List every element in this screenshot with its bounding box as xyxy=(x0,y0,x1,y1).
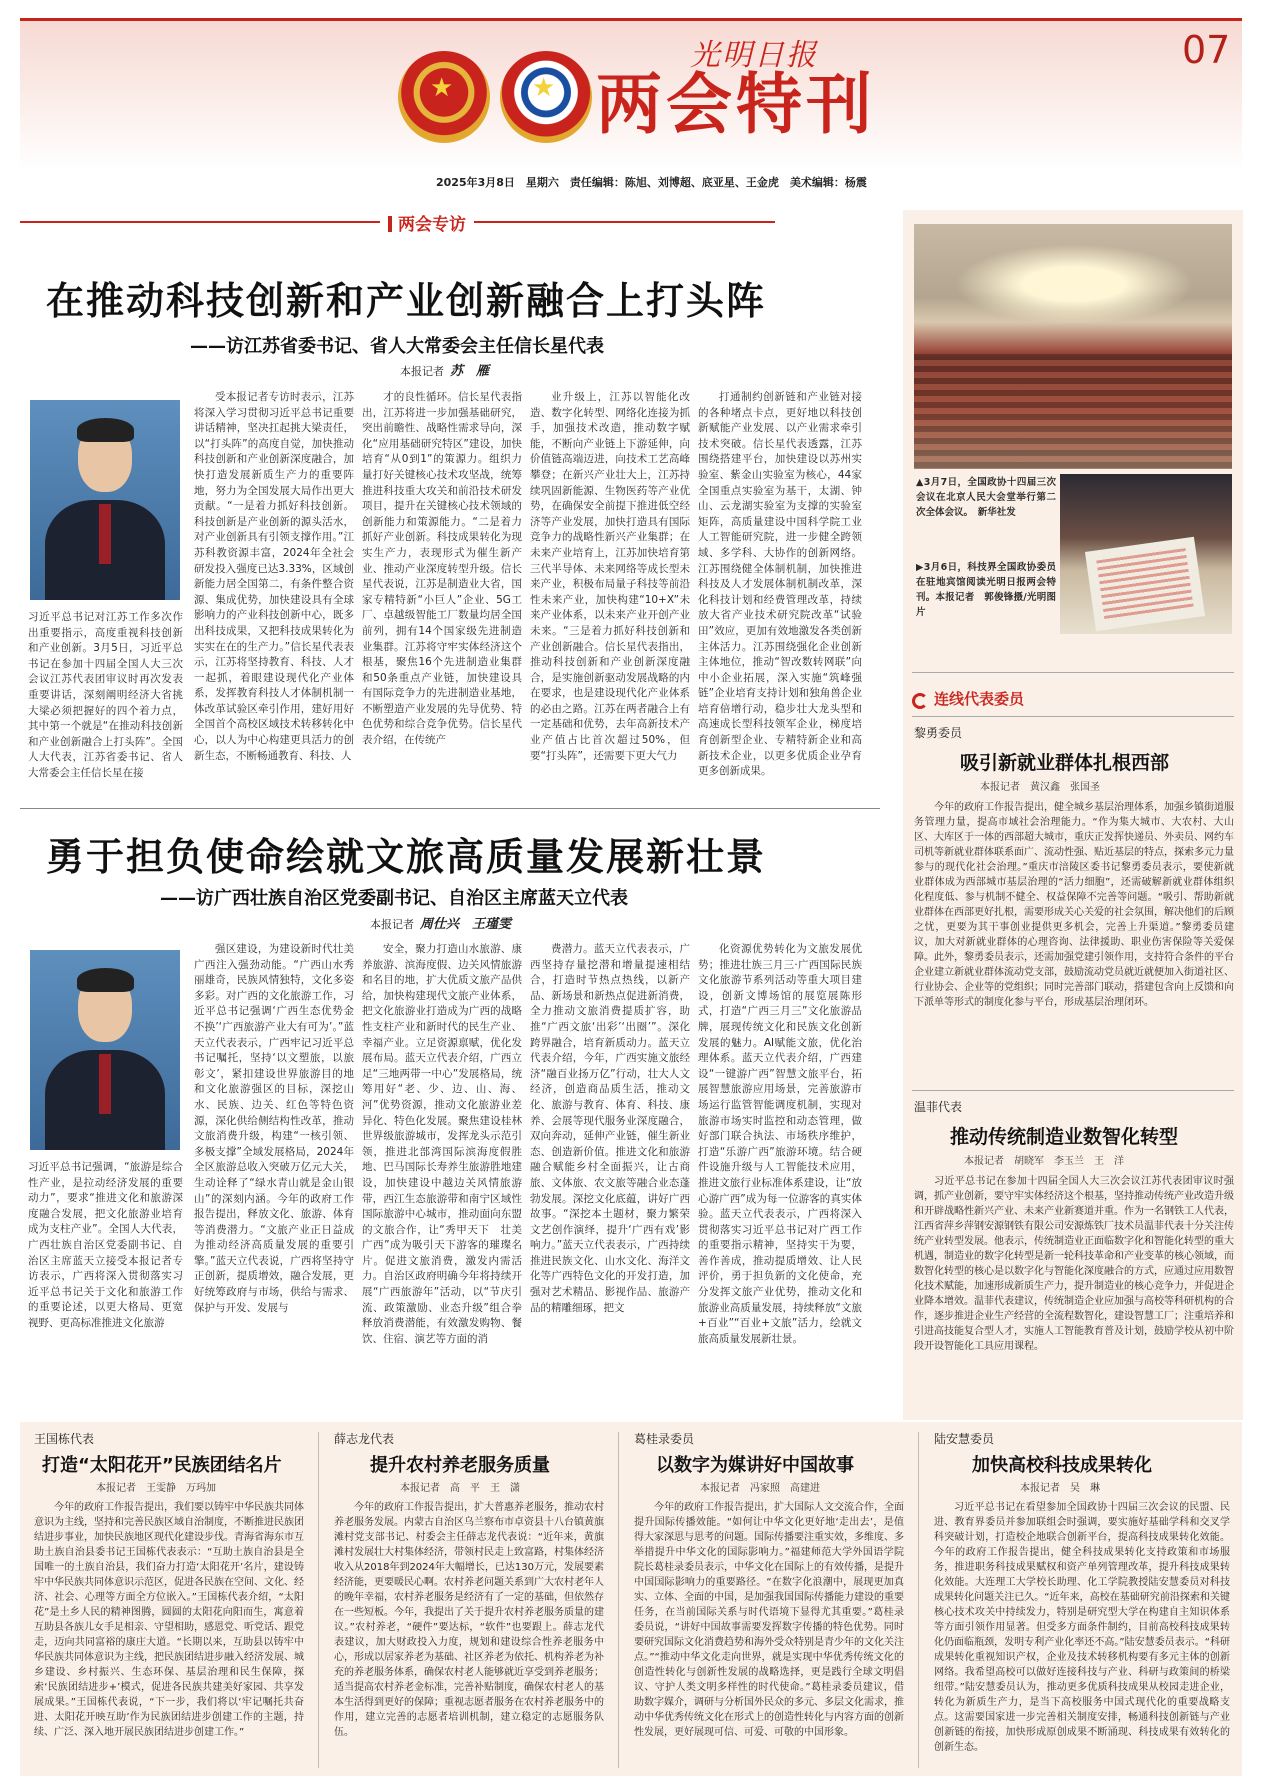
article1-column-3 xyxy=(530,390,690,790)
sidebar-rule xyxy=(912,672,1234,673)
article2-portrait xyxy=(30,950,180,1150)
article2-subhead: ——访广西壮族自治区党委副书记、自治区主席蓝天立代表 xyxy=(160,888,628,909)
sidebar-rule xyxy=(912,1090,1234,1091)
cppcc-emblem-icon: ★ xyxy=(500,51,592,143)
article1-column-3-text: 业升级上，江苏以智能化改造、数字化转型、网络化连接为抓手，加强技术改造，推动数字赋能，不断向产业链上下游延伸，向价值链高端迈进，向技术工艺高峰攀登；在新兴产业壮大上，江苏持续巩固新能源、生物医药等产业优势，在确保安全前提下推进低空经济等产业发展，加快打造具有国际竞争力的战略性新兴产业集群；在未来产业培育上，江苏加快培育第三代半导体、未来网络等成长型未来产业，积极布局量子科技等前沿性未来产业，加快构建“10+X”未来产业体系，以未来产业开创产业未来。“三是着力抓好科技创新和产业创新融合。信长星代表指出，推动科技创新和产业创新深度融合，是实施创新驱动发展战略的内在要求，也是建设现代化产业体系的必由之路。江苏在两者融合上有一定基础和优势，去年高新技术产业产值占比首次超过50%，但要“打头阵”，还需要下更大气力 xyxy=(530,391,690,762)
article1-column-1 xyxy=(194,390,354,790)
page-number: 07 xyxy=(1182,28,1231,72)
sidebar-item-1-body xyxy=(914,800,1234,1080)
bottom-item-1-body xyxy=(34,1500,304,1770)
newspaper-brand: 光明日报 xyxy=(690,38,818,73)
series-logo-icon xyxy=(912,693,928,709)
article2-column-3 xyxy=(530,942,690,1412)
bottom-divider xyxy=(918,1432,919,1768)
article2-headline: 勇于担负使命绘就文旅高质量发展新壮景 xyxy=(46,835,767,879)
article1-column-2 xyxy=(362,390,522,790)
article2-byline xyxy=(370,913,511,932)
bottom-item-3-text: 今年的政府工作报告提出，扩大国际人文交流合作，全面提升国际传播效能。“如何让中华文化更好地‘走出去’，是值得大家深思与思考的问题。国际传播要注重实效，多维度、多举措提升中华文化的国际影响力。”福建师范大学外国语学院院长葛桂录委员表示，中华文化在国际上的有效传播，是提升中国国际影响力的重要路径。“在数字化浪潮中，展现更加真实、立体、全面的中国，是加强我国国际传播能力建设的重要任务，在当前国际关系与时代语境下显得尤其重要。”葛桂录委员说，“讲好中国故事需要发挥数字传播的特色优势。同时要研究国际文化消费趋势和海外受众特别是青少年的文化关注点。”“推动中华文化走向世界，就是实现中华优秀传统文化的创造性转化与创新性发展的战略选择，更是践行全球文明倡议、守护人类文明多样性的时代使命。”葛桂录委员建议，借助数字媒介，调研与分析国外民众的多元、多层文化需求，推动中华优秀传统文化在形式上的创造性转化与内容方面的创新性发展，更好展现可信、可爱、可敬的中国形象。 xyxy=(634,1502,904,1738)
photo2-caption: ▶3月6日，科技界全国政协委员在驻地宾馆阅读光明日报两会特刊。本报记者 郭俊锋摄/光明图片 xyxy=(916,562,1056,618)
bottom-item-1-name: 王国栋代表 xyxy=(34,1432,95,1446)
article2-byline-name: 周仕兴 王瑾雯 xyxy=(420,917,512,932)
sidebar-item-1-text: 今年的政府工作报告提出，健全城乡基层治理体系，加强乡镇街道服务管理力量，提高市域社会治理能力。“作为集大城市、大农村、大山区、大库区于一体的西部超大城市，重庆正发挥快递员、外卖员、网约车司机等新就业群体联系面广、流动性强、贴近基层的特点，探索多元力量参与的现代化社会治理。”重庆市涪陵区委书记黎勇委员表示，要使新就业群体成为西部城市基层治理的“活力细胞”，还需破解新就业群体组织化程度低、参与机制不健全、权益保障不完善等问题。“吸引、帮助新就业群体在西部更好扎根，需要形成关心关爱的社会氛围，解决他们的后顾之忧，更要为其干事创业提供更多机会，完善上升渠道。”黎勇委员建议，加大对新就业群体的心理咨询、法律援助、职业伤害保险等关爱保障。此外，黎勇委员表示，还需加强党建引领作用，支持符合条件的平台企业建立新就业群体流动党支部，鼓励流动党员就近就便加入街道社区、行业协会、企业等的党组织；同时完善部门联动，搭建包含向上反馈和向下派单等形式的制度化参与平台，形成基层治理闭环。 xyxy=(914,802,1234,1008)
sidebar-rule xyxy=(912,716,1234,717)
photo1-caption: ▲3月7日，全国政协十四届三次会议在北京人民大会堂举行第二次全体会议。 新华社发 xyxy=(916,477,1056,518)
article2-column-1 xyxy=(194,942,354,1412)
article1-subhead: ——访江苏省委书记、省人大常委会主任信长星代表 xyxy=(190,336,604,357)
sidebar-item-1-name: 黎勇委员 xyxy=(914,726,963,740)
article1-column-4-text: 打通制约创新链和产业链对接的各种堵点卡点，更好地以科技创新赋能产业发展、以产业需求牵引技术突破。信长星代表透露，江苏围绕搭建平台，加快建设以苏州实验室、紫金山实验室为核心，44家全国重点实验室为基干，太湖、钟山、云龙湖实验室为支撑的实验室矩阵，高质量建设中国科学院工业人工智能研究院，进一步健全跨领域、多学科、大协作的创新网络。江苏围绕健全体制机制，加快推进科技及人才发展体制机制改革，深化科技计划和经费管理改革，持续放大省产业技术研究院改革“试验田”效应，更加有效地激发各类创新主体活力。江苏围绕强化企业创新主体地位，推动“智改数转网联”向中小企业拓展，深入实施“筑峰强链”企业培育支持计划和独角兽企业培育倍增行动，稳步壮大龙头型和高速成长型科技领军企业，梯度培育创新型企业、专精特新企业和高新技术企业，以更多优质企业孕育更多创新成果。 xyxy=(698,391,862,778)
sidebar-item-1-byline: 本报记者 黄汉鑫 张国圣 xyxy=(980,782,1100,793)
bottom-item-3-name: 葛桂录委员 xyxy=(634,1432,695,1446)
bottom-divider xyxy=(318,1432,319,1768)
article1-byline-label: 本报记者 xyxy=(400,365,444,378)
article2-column-2 xyxy=(362,942,522,1412)
bottom-item-4-text: 习近平总书记在看望参加全国政协十四届三次会议的民盟、民进、教育界委员并参加联组会时强调，要实施好基础学科和交叉学科突破计划，打造校企地联合创新平台，提高科技成果转化效能。今年的政府工作报告提出，健全科技成果转化支持政策和市场服务，推进职务科技成果赋权和资产单列管理改革，提升科技成果转化效能。大连理工大学校长助理、化工学院教授陆安慧委员对科技成果转化问题关注已久。“近年来，高校在基础研究前沿探索和关键核心技术攻关中持续发力，特别是研究型大学在构建自主知识体系等方面引领作用显著。但受多方面条件制约，目前高校科技成果转化仍面临瓶颈，发明专利产业化率还不高。”陆安慧委员表示。“科研成果转化重视知识产权，企业及技术转移机构要有多元主体的创新网络。我希望高校可以做好连接科技与产业、科研与政策间的桥梁纽带。”陆安慧委员认为，推动更多优质科技成果从校园走进企业，转化为新质生产力，是当下高校服务中国式现代化的重要战略支点。这需要国家进一步完善相关制度安排，畅通科技创新链与产业创新链的衔接，加快形成原创成果不断涌现、科技成果有效转化的创新生态。 xyxy=(934,1502,1230,1753)
article1-column-2-text: 才的良性循环。信长星代表指出，江苏将进一步加强基础研究，突出前瞻性、战略性需求导向，深化“应用基础研究特区”建设，加快培育“从0到1”的策源力。组织力量打好关键核心技术攻坚战，统筹推进科技重大攻关和前沿技术研发项目，提升在关键核心技术领域的创新能力和策源能力。“二是着力抓好产业创新。科技成果转化为现实生产力，表现形式为催生新产业、推动产业深度转型升级。信长星代表说，江苏是制造业大省，国家专精特新“小巨人”企业、5G工厂、卓越级智能工厂数量均居全国前列，拥有14个国家级先进制造业集群。江苏将守牢实体经济这个根基，聚焦16个先进制造业集群和50条重点产业链，加快建设具有国际竞争力的先进制造业基地，不断塑造产业发展的先导优势、特色优势和综合竞争优势。信长星代表介绍，在传统产 xyxy=(362,391,522,747)
article1-byline xyxy=(400,360,489,379)
bottom-item-4-title: 加快高校科技成果转化 xyxy=(972,1455,1152,1476)
bottom-item-3-byline: 本报记者 冯家照 高建进 xyxy=(700,1483,820,1494)
bottom-item-1-text: 今年的政府工作报告提出，我们要以铸牢中华民族共同体意识为主线，坚持和完善民族区域自治制度，不断推进民族团结进步事业，加快民族地区现代化建设步伐。青海省海东市互助土族自治县委书记王国栋代表表示：“互助土族自治县是全国唯一的土族自治县，我们奋力打造‘太阳花开’名片，建设铸牢中华民族共同体意识示范区，促进各民族在空间、文化、经济、社会、心理等方面全方位嵌入。”王国栋代表介绍，“太阳花”是土乡人民的精神图腾，圆圆的太阳花向阳而生，寓意着互助县各族儿女手足相亲、守望相助，感恩党、听党话、跟党走，迈向共同富裕的康庄大道。“长期以来，互助县以铸牢中华民族共同体意识为主线，把民族团结进步融入经济发展、城乡建设、乡村振兴、生态环保、基层治理和民生保障，探索‘民族团结进步+’模式，促进各民族共建美好家园、共享发展成果。”王国栋代表说，“下一步，我们将以‘牢记嘱托共奋进、太阳花开映互助’作为民族团结进步创建工作的主题，持续、广泛、深入地开展民族团结进步创建工作。” xyxy=(34,1502,304,1738)
article2-column-4-text: 化资源优势转化为文旅发展优势；推进壮族三月三·广西国际民族文化旅游节系列活动等重大项目建设，创新文博场馆的展览展陈形式，打造“广西三月三”文化旅游品牌，展现传统文化和民族文化创新发展的魅力。AI赋能文旅，优化治理体系。蓝天立代表介绍，广西建设“一键游广西”智慧文旅平台，拓展智慧旅游应用场景，完善旅游市场运行监管智能调度机制，实现对旅游市场实时监控和动态管理，做好部门联合执法、市场秩序维护，打造“乐游广西”旅游环境。结合硬件设施升级与人工智能技术应用，推进文旅行业标准体系建设，让“放心游广西”成为每一位游客的真实体验。蓝天立代表表示，广西将深入贯彻落实习近平总书记对广西工作的重要指示精神，坚持实干为要，善作善成，推动提质增效、让人民评价，勇于担负新的文化使命，充分发挥文旅产业优势，推动文化和旅游业高质量发展，持续释放“文旅+百业”“百业+文旅”活力，绘就文旅高质量发展新壮景。 xyxy=(698,943,862,1345)
sidebar-item-2-name: 温菲代表 xyxy=(914,1100,963,1114)
bottom-item-3-body xyxy=(634,1500,904,1770)
article2-column-2-text: 安全，聚力打造山水旅游、康养旅游、滨海度假、边关风情旅游和名目的地，扩大优质文旅产品供给，加快构建现代文旅产业体系，把文化旅游业打造成为广西的战略性支柱产业和新时代的民生产业、幸福产业。立足资源禀赋，优化发展布局。蓝天立代表介绍，广西立足“三地两带一中心”发展格局，统筹用好“老、少、边、山、海、河”优势资源，推动文化旅游业差异化、特色化发展。聚焦建设桂林世界级旅游城市，发挥龙头示范引领，推进北部湾国际滨海度假胜地、巴马国际长寿养生旅游胜地建设，加快建设中越边关风情旅游带，西江生态旅游带和南宁区域性国际旅游中心城市，推动面向东盟的文旅合作，让“秀甲天下 壮美广西”成为吸引天下游客的璀璨名片。促进文旅消费，激发内需活力。自治区政府明确今年将持续开展“广西旅游年”活动，以“节庆引流、政策激励、业态升级”组合拳释放消费潜能，有效激发购物、餐饮、住宿、演艺等方面的消 xyxy=(362,943,522,1345)
bottom-item-2-name: 薛志龙代表 xyxy=(334,1432,395,1446)
section-tag xyxy=(20,210,775,234)
article1-headline: 在推动科技创新和产业创新融合上打头阵 xyxy=(46,279,767,323)
sidebar-item-2-title: 推动传统制造业数智化转型 xyxy=(950,1126,1179,1148)
article1-portrait xyxy=(30,400,180,600)
series-tag xyxy=(912,688,1024,709)
bottom-item-4-name: 陆安慧委员 xyxy=(934,1432,995,1446)
article1-byline-name: 苏 雁 xyxy=(450,364,490,379)
sidebar-item-2-text: 习近平总书记在参加十四届全国人大三次会议江苏代表团审议时强调，抓产业创新，要守牢实体经济这个根基，坚持推动传统产业改造升级和开辟战略性新兴产业、未来产业新赛道并重。作为一名钢铁工人代表，江西省萍乡萍钢安源钢铁有限公司安源炼铁厂技术员温菲代表十分关注传统产业转型发展。他表示，传统制造业正面临数字化和智能化转型的重大机遇，制造业的数字化转型是新一轮科技革命和产业变革的核心领域，而数智化转型的核心是以数字化与智能化深度融合的方式，应通过应用数智化技术赋能，加速形成新质生产力，提升制造业的核心竞争力，并促进企业降本增效。温菲代表建议，传统制造企业应加强与高校等科研机构的合作，逐步推进企业生产经营的全流程数智化，建设智慧工厂；注重培养和引进高技能复合型人才，实施人工智能教育普及计划，鼓励学校从初中阶段开设智能化工具应用课程。 xyxy=(914,1176,1234,1352)
bottom-item-4-body xyxy=(934,1500,1230,1770)
assembly-hall-photo xyxy=(914,224,1232,469)
bottom-item-1-title: 打造“太阳花开”民族团结名片 xyxy=(42,1455,282,1476)
series-tag-label: 连线代表委员 xyxy=(934,690,1025,708)
article2-column-3-text: 费潜力。蓝天立代表表示，广西坚持存量挖潜和增量提速相结合，打造时节热点热线，以新产品、新场景和新热点促进新消费，全力推动文旅消费提质扩容，助推“广西文旅‘出彩’‘出圈’”。深化跨界融合，培育新质动力。蓝天立代表介绍，今年，广西实施文旅经济“融百业扬万亿”行动，壮大人文经济，创造商品质生活，推动文化、旅游与教育、体育、科技、康养、会展等现代服务业深度融合，双向奔动，延伸产业链，催生新业态、创造新价值。推进文化和旅游融合赋能乡村全面振兴，让古商旅、文体旅、农文旅等融合业态蓬勃发展。深挖文化底蕴，讲好广西故事。“深挖本土题材，聚力繁荣文艺创作演绎，提升‘广西有戏’影响力。”蓝天立代表表示，广西持续推进民族文化、山水文化、海洋文化等广西特色文化的开发打造，加强对艺术精品、影视作品、旅游产品的精雕细琢，把文 xyxy=(530,943,690,1314)
bottom-item-3-title: 以数字为媒讲好中国故事 xyxy=(656,1455,854,1476)
section-tag-label: 两会专访 xyxy=(380,210,474,235)
sidebar-item-2-body xyxy=(914,1174,1234,1412)
article1-column-1-text: 受本报记者专访时表示，江苏将深入学习贯彻习近平总书记重要讲话精神，坚决扛起挑大梁责任，以“打头阵”的高度自觉，加快推动科技创新和产业创新深度融合，加快打造发展新质生产力的重要阵地，努力为全国发展大局作出更大贡献。“一是着力抓好科技创新。科技创新是产业创新的源头活水，对产业创新具有引领支撑作用。”江苏科教资源丰富，2024年全社会研发投入强度已达3.33%，区域创新能力居全国第二，有条件整合资源、集成优势，加快建设具有全球影响力的产业科技创新中心，既多出科技成果，又把科技成果转化为实实在在的生产力。”信长星代表表示，江苏将坚持教育、科技、人才一起抓，着眼建设现代化产业体系，发挥教育科技人才体制机制一体改革试验区牵引作用，建好用好全国首个高校区域技术转移转化中心，以人为中心构建更具活力的创新生态，不断畅通教育、科技、人 xyxy=(194,391,354,762)
bottom-item-2-text: 今年的政府工作报告提出，扩大普惠养老服务，推动农村养老服务发展。内蒙古自治区乌兰察布市卓资县十八台镇黄旗滩村党支部书记、村委会主任薛志龙代表说：“近年来，黄旗滩村发展壮大村集体经济，带领村民走上致富路，村集体经济收入从2018年到2024年大幅增长，已达130万元，发展要素经济能，更要暖民心啊。农村养老问题关系到广大农村老年人的晚年幸福，农村养老服务是经济有了一定的基础，但依然存在一些短板。今年，我提出了关于提升农村养老服务质量的建议。”农村养老，“硬件”要达标，“软件”也要跟上。薛志龙代表建议，加大财政投入力度，规划和建设综合性养老服务中心，形成以居家养老为基础、社区养老为依托、机构养老为补充的养老服务体系，确保农村老人能够就近享受到养老服务；适当提高农村养老金标准，完善补贴制度，确保农村老人的基本生活得到更好的保障；重视志愿者服务在农村养老服务中的作用，建立完善的志愿者培训机制，建立稳定的志愿服务队伍。 xyxy=(334,1502,604,1738)
bottom-item-2-body xyxy=(334,1500,604,1770)
dateline: 2025年3月8日 星期六 责任编辑：陈旭、刘博超、底亚星、王金虎 美术编辑：杨震 xyxy=(436,176,867,189)
article2-lead: 习近平总书记强调，“旅游是综合性产业，是拉动经济发展的重要动力”，要求“推进文化和旅游深度融合发展，把文化旅游业培育成为支柱产业”。全国人大代表，广西壮族自治区党委副书记、自治区主席蓝天立接受本报记者专访表示，广西将深入贯彻落实习近平总书记关于文化和旅游工作的重要论述，以更大格局、更宽视野、更高标准推进文化旅游 xyxy=(28,1161,183,1329)
bottom-item-4-byline: 本报记者 吴 琳 xyxy=(1020,1483,1100,1494)
bottom-item-1-byline: 本报记者 王雯静 万玛加 xyxy=(96,1483,216,1494)
article-divider xyxy=(20,808,880,809)
bottom-item-2-title: 提升农村养老服务质量 xyxy=(370,1455,550,1476)
sidebar-item-2-byline: 本报记者 胡晓军 李玉兰 王 洋 xyxy=(964,1156,1124,1167)
national-emblem-icon: ★ xyxy=(398,51,490,143)
article2-byline-label: 本报记者 xyxy=(370,918,414,931)
bottom-divider xyxy=(618,1432,619,1768)
sidebar-item-1-title: 吸引新就业群体扎根西部 xyxy=(960,752,1170,774)
special-edition-title: 两会特刊 xyxy=(596,66,876,143)
article2-column-4 xyxy=(698,942,862,1412)
article2-column-1-text: 强区建设，为建设新时代壮美广西注入强劲动能。“广西山水秀丽雄奇，民族风情独特，文化多姿多彩。对广西的文化旅游工作，习近平总书记强调‘广西生态优势金不换’‘广西旅游产业大有可为’。”蓝天立代表表示，广西牢记习近平总书记嘱托，坚持‘以文塑旅，以旅彰文’，紧扣建设世界旅游目的地和文化旅游强区的目标，深挖山水、民族、边关、红色等特色资源，深化供给侧结构性改革，推动文旅消费升级，构建“一核引领、多极支撑”全域发展格局，2024年全区旅游总收入突破万亿元大关，生动诠释了“绿水青山就是金山银山”的深刻内涵。今年的政府工作报告提出，释放文化、旅游、体育等消费潜力。“文旅产业正日益成为推动经济高质量发展的重要引擎。”蓝天立代表说，广西将坚持守正创新，提质增效，融合发展，更好统筹政府与市场，供给与需求、保护与开发、发展与 xyxy=(194,943,354,1314)
article1-lead: 习近平总书记对江苏工作多次作出重要指示，高度重视科技创新和产业创新。3月5日，习近平总书记在参加十四届全国人大三次会议江苏代表团审议时再次发表重要讲话，深刻阐明经济大省挑大梁必须把握好的四个着力点，其中第一个就是“在推动科技创新和产业创新融合上打头阵”。全国人大代表，江苏省委书记、省人大常委会主任信长星在接 xyxy=(28,611,183,779)
bottom-item-2-byline: 本报记者 高 平 王 潇 xyxy=(400,1483,520,1494)
article1-column-4 xyxy=(698,390,862,790)
reading-newspaper-photo xyxy=(1060,474,1232,634)
